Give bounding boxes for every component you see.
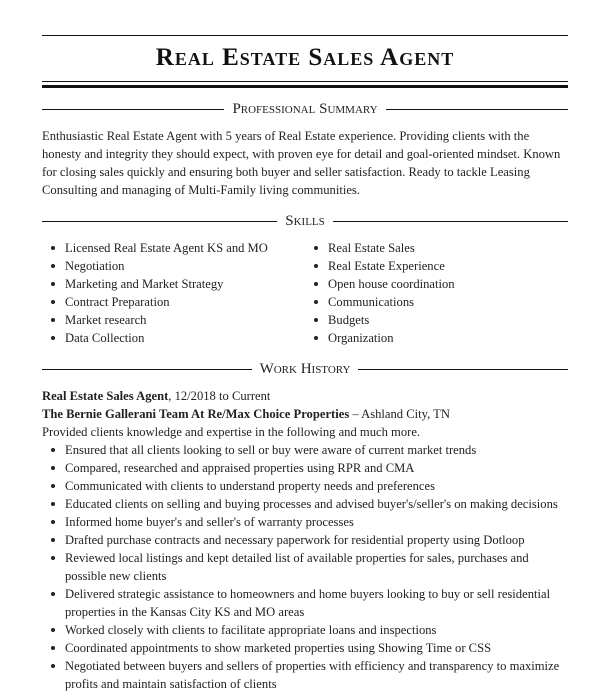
job-title-line [42, 387, 568, 405]
skills-left-column [42, 239, 305, 347]
job-intro: Provided clients knowledge and expertise in the following and much more. [42, 425, 421, 439]
job-bullet: Coordinated appointments to show marketed properties using Showing Time or CSS [42, 639, 568, 657]
skill-item: Real Estate Sales [305, 239, 568, 257]
job-bullet: Drafted purchase contracts and necessary paperwork for residential property using Dotloop [42, 531, 568, 549]
job-company-line [42, 405, 568, 423]
skill-item: Organization [305, 329, 568, 347]
section-heading-skills: Skills [42, 213, 568, 230]
summary-text: Enthusiastic Real Estate Agent with 5 years of Real Estate experience. Providing clients with the honesty and integrity they should expect, with proven eye for detail and goal-oriented mindset. Known for closing sales quickly and ensuring both buyer and seller satisfaction. Ready to tackle Leasing Consulting and managing of Multi-Family living communities. [42, 129, 561, 197]
job-company: The Bernie Gallerani Team At Re/Max Choice Properties [42, 407, 350, 421]
skill-item: Data Collection [42, 329, 305, 347]
job-title: Real Estate Sales Agent [42, 389, 169, 403]
skills-list [42, 239, 568, 347]
job-bullet: Ensured that all clients looking to sell or buy were aware of current market trends [42, 441, 568, 459]
job-location: – Ashland City, TN [349, 407, 450, 421]
job-bullets [42, 441, 568, 693]
skills-right-column [305, 239, 568, 347]
job-entry [42, 387, 568, 693]
skill-item: Licensed Real Estate Agent KS and MO [42, 239, 305, 257]
resume-title: Real Estate Sales Agent [155, 44, 455, 71]
job-dates: , 12/2018 to Current [168, 389, 271, 403]
section-heading-work-history: Work History [42, 361, 568, 378]
skill-item: Marketing and Market Strategy [42, 275, 305, 293]
top-rule [42, 35, 568, 36]
job-bullet: Worked closely with clients to facilitate appropriate loans and inspections [42, 621, 568, 639]
skill-item: Market research [42, 311, 305, 329]
job-bullet: Communicated with clients to understand property needs and preferences [42, 477, 568, 495]
job-bullet: Reviewed local listings and kept detailed list of available properties for sales, purchases and possible new clients [42, 549, 568, 585]
job-bullet: Compared, researched and appraised properties using RPR and CMA [42, 459, 568, 477]
skill-item: Negotiation [42, 257, 305, 275]
job-bullet: Educated clients on selling and buying processes and advised buyer's/seller's on making decisions [42, 495, 568, 513]
skill-item: Contract Preparation [42, 293, 305, 311]
skill-item: Real Estate Experience [305, 257, 568, 275]
skill-item: Budgets [305, 311, 568, 329]
skill-item: Communications [305, 293, 568, 311]
job-bullet: Negotiated between buyers and sellers of properties with efficiency and transparency to maximize profits and maintain satisfaction of clients [42, 657, 568, 693]
job-bullet: Informed home buyer's and seller's of warranty processes [42, 513, 568, 531]
job-bullet: Delivered strategic assistance to homeowners and home buyers looking to buy or sell residential properties in the Kansas City KS and MO areas [42, 585, 568, 621]
skill-item: Open house coordination [305, 275, 568, 293]
title-double-rule [42, 81, 568, 88]
section-heading-summary: Professional Summary [42, 101, 568, 118]
